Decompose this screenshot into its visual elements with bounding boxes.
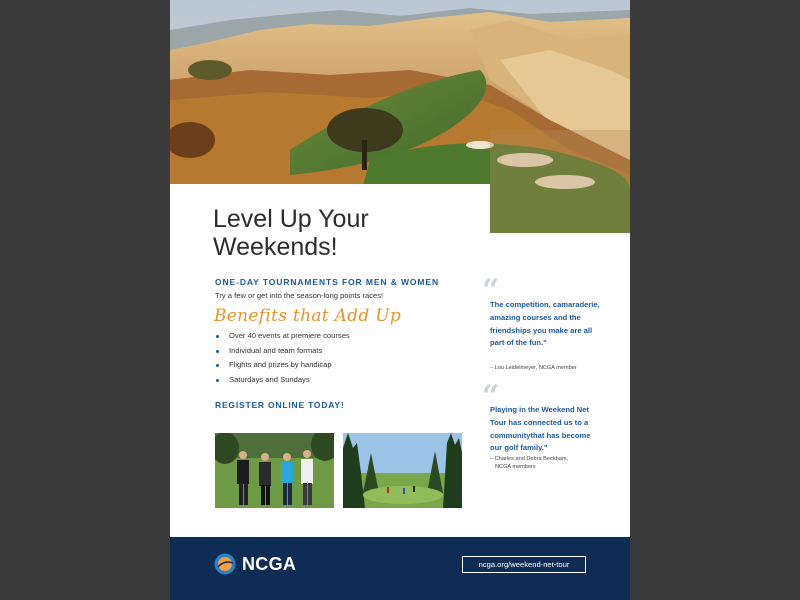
attribution-line-2: NCGA members bbox=[495, 464, 536, 470]
benefit-item: Over 40 events at premiere courses bbox=[215, 329, 455, 344]
golfers-photo bbox=[215, 433, 334, 508]
testimonial-quote: The competition, camaraderie, amazing courses and the friendships you make are all part of the fun." bbox=[490, 300, 600, 348]
title-line-2: Weekends! bbox=[213, 233, 338, 261]
flyer-page bbox=[170, 0, 630, 600]
intro-text: Try a few or get into the season-long points races! bbox=[215, 291, 384, 300]
benefits-list bbox=[215, 329, 455, 387]
testimonial-attribution: – Lou Leidelmeyer, NCGA member bbox=[490, 365, 577, 371]
testimonial-quote: Playing in the Weekend Net Tour has connected us to a communitythat has become our golf family." bbox=[490, 405, 591, 453]
website-link[interactable]: ncga.org/weekend-net-tour bbox=[462, 556, 586, 573]
page-title bbox=[213, 205, 453, 261]
course-photo bbox=[343, 433, 462, 508]
benefit-item: Individual and team formats bbox=[215, 344, 455, 359]
register-link[interactable]: REGISTER ONLINE TODAY! bbox=[215, 400, 345, 410]
attribution-line-1: – Charles and Debra Beckham, bbox=[490, 456, 569, 462]
subhead: ONE-DAY TOURNAMENTS FOR MEN & WOMEN bbox=[215, 277, 440, 287]
quote-mark-icon: “ bbox=[482, 379, 500, 414]
benefits-heading: Benefits that Add Up bbox=[214, 306, 402, 326]
testimonial-attribution bbox=[490, 455, 610, 471]
benefit-item: Flights and prizes by handicap bbox=[215, 358, 455, 373]
footer-bar bbox=[170, 537, 630, 600]
quote-mark-icon: “ bbox=[482, 273, 500, 308]
ncga-logo-icon bbox=[214, 553, 236, 575]
title-line-1: Level Up Your bbox=[213, 205, 369, 233]
logo-text: NCGA bbox=[242, 554, 297, 574]
benefit-item: Saturdays and Sundays bbox=[215, 373, 455, 388]
